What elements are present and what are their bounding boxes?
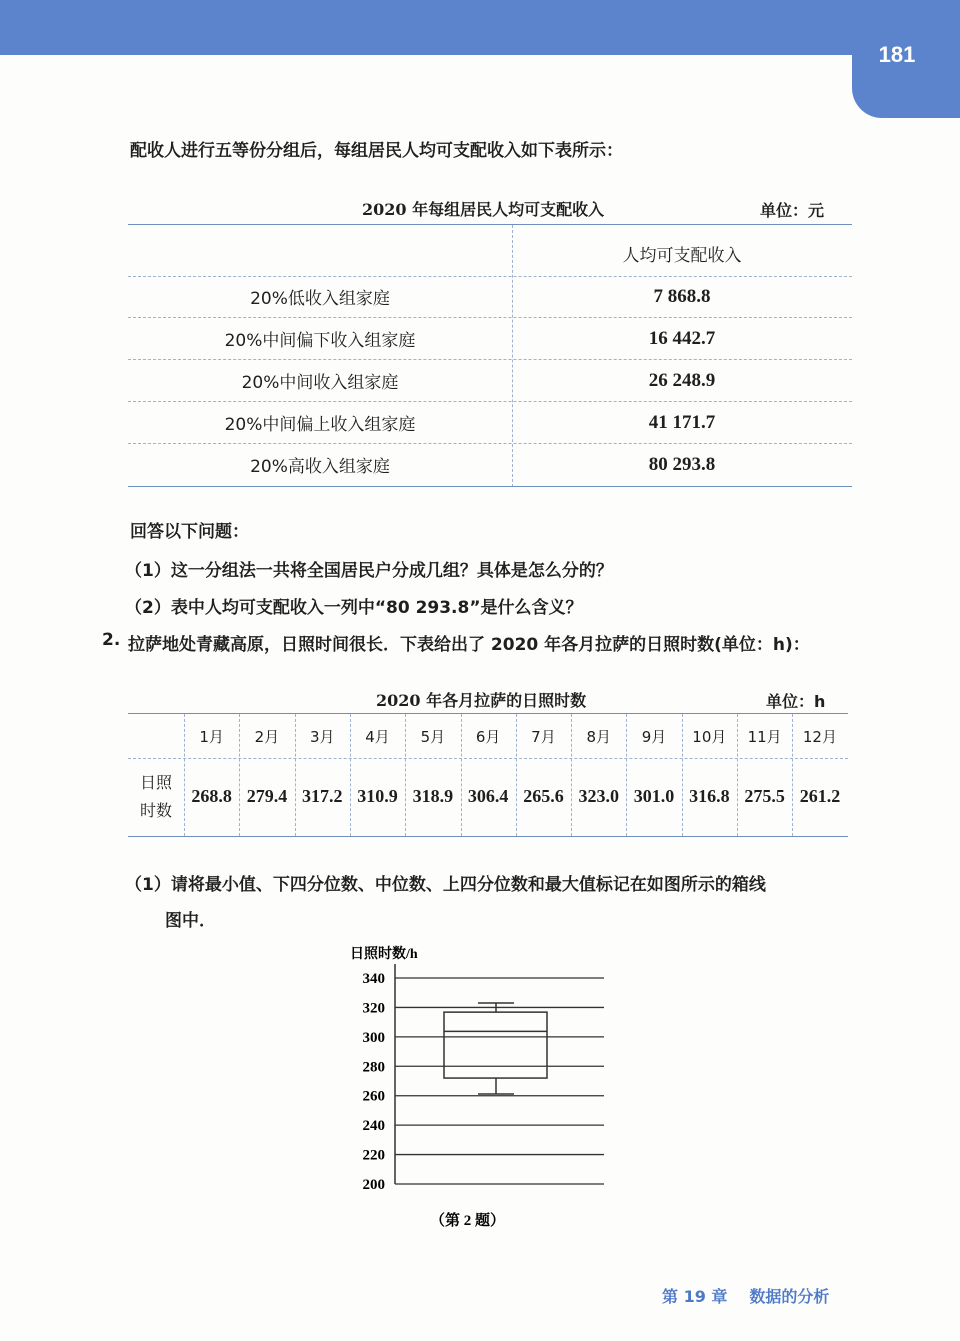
intro-text: 配收人进行五等份分组后，每组居民人均可支配收入如下表所示： <box>130 141 623 161</box>
month-header: 11月 <box>747 728 782 746</box>
month-header: 6月 <box>475 728 501 746</box>
row-divider <box>128 443 852 444</box>
questions-heading: 回答以下问题： <box>130 522 249 542</box>
table2-unit: 单位：h <box>766 692 826 711</box>
header-banner <box>0 0 960 55</box>
income-value: 80 293.8 <box>648 454 716 475</box>
y-axis-label: 日照时数/h <box>350 947 418 962</box>
y-tick-label: 300 <box>362 1029 385 1046</box>
income-value: 16 442.7 <box>648 328 716 349</box>
sunshine-value: 316.8 <box>689 786 730 806</box>
question-1: （1）这一分组法一共将全国居民户分成几组？具体是怎么分的？ <box>125 561 613 581</box>
month-header: 12月 <box>802 728 837 746</box>
sunshine-value: 279.4 <box>246 786 288 806</box>
income-value: 41 171.7 <box>648 412 716 433</box>
sunshine-value: 317.2 <box>301 786 343 806</box>
sunshine-value: 318.9 <box>412 786 454 806</box>
month-header: 10月 <box>692 728 727 746</box>
chapter-title: 数据的分析 <box>749 1287 830 1306</box>
table2-top-border <box>128 713 848 714</box>
question-2-1-line2: 图中． <box>165 911 216 931</box>
sunshine-value: 265.6 <box>523 786 564 806</box>
y-tick-label: 200 <box>362 1177 385 1193</box>
sunshine-value: 323.0 <box>578 786 619 806</box>
table2-bottom-border <box>128 836 848 837</box>
table1-top-border <box>128 224 852 225</box>
question-2: （2）表中人均可支配收入一列中“80 293.8”是什么含义？ <box>125 598 583 618</box>
month-header: 5月 <box>420 728 446 746</box>
sunshine-value: 261.2 <box>799 786 841 806</box>
question-2-1-line1: （1）请将最小值、下四分位数、中位数、上四分位数和最大值标记在如图所示的箱线 <box>125 875 766 895</box>
row-divider <box>128 758 848 759</box>
table1-column-header: 人均可支配收入 <box>622 246 742 266</box>
row-label: 日照 <box>139 773 172 792</box>
month-header: 2月 <box>254 728 280 746</box>
problem2-text: 拉萨地处青藏高原，日照时间很长．下表给出了 2020 年各月拉萨的日照时数(单位：h)： <box>128 635 810 655</box>
chapter-footer <box>662 1284 851 1307</box>
income-value: 26 248.9 <box>648 370 716 391</box>
sunshine-value: 268.8 <box>191 786 232 806</box>
month-header: 3月 <box>309 728 335 746</box>
group-label: 20%高收入组家庭 <box>250 457 390 477</box>
y-tick-label: 280 <box>362 1059 385 1076</box>
row-divider <box>128 401 852 402</box>
row-divider <box>128 359 852 360</box>
chapter-number: 第 19 章 <box>662 1287 728 1306</box>
y-tick-label: 240 <box>362 1118 385 1135</box>
group-label: 20%中间收入组家庭 <box>241 373 399 393</box>
table1-bottom-border <box>128 486 852 487</box>
table1-title: 2020 年每组居民人均可支配收入 <box>362 200 605 219</box>
chart-caption: （第 2 题） <box>430 1213 506 1229</box>
month-header: 9月 <box>641 728 667 746</box>
box <box>444 1012 547 1078</box>
problem2-number: 2. <box>102 630 121 650</box>
y-tick-label: 320 <box>362 1000 385 1017</box>
income-value: 7 868.8 <box>653 286 711 307</box>
y-tick-label: 220 <box>362 1147 385 1164</box>
table1-unit: 单位：元 <box>760 201 825 220</box>
month-header: 4月 <box>365 728 390 746</box>
table2-title: 2020 年各月拉萨的日照时数 <box>376 691 587 710</box>
group-label: 20%中间偏上收入组家庭 <box>224 415 416 435</box>
y-tick-label: 340 <box>362 971 385 987</box>
group-label: 20%中间偏下收入组家庭 <box>224 331 416 351</box>
sunshine-value: 310.9 <box>357 786 398 806</box>
row-label: 时数 <box>139 801 172 820</box>
y-tick-label: 260 <box>362 1088 385 1105</box>
month-header: 1月 <box>199 728 224 746</box>
sunshine-value: 301.0 <box>633 786 675 806</box>
month-header: 7月 <box>531 728 556 746</box>
group-label: 20%低收入组家庭 <box>250 289 390 309</box>
boxplot-chart <box>340 936 640 1236</box>
page-number: 181 <box>878 42 916 67</box>
sunshine-value: 275.5 <box>744 786 785 806</box>
sunshine-value: 306.4 <box>467 786 509 806</box>
row-divider <box>128 317 852 318</box>
month-header: 8月 <box>586 728 612 746</box>
row-divider <box>128 276 852 277</box>
